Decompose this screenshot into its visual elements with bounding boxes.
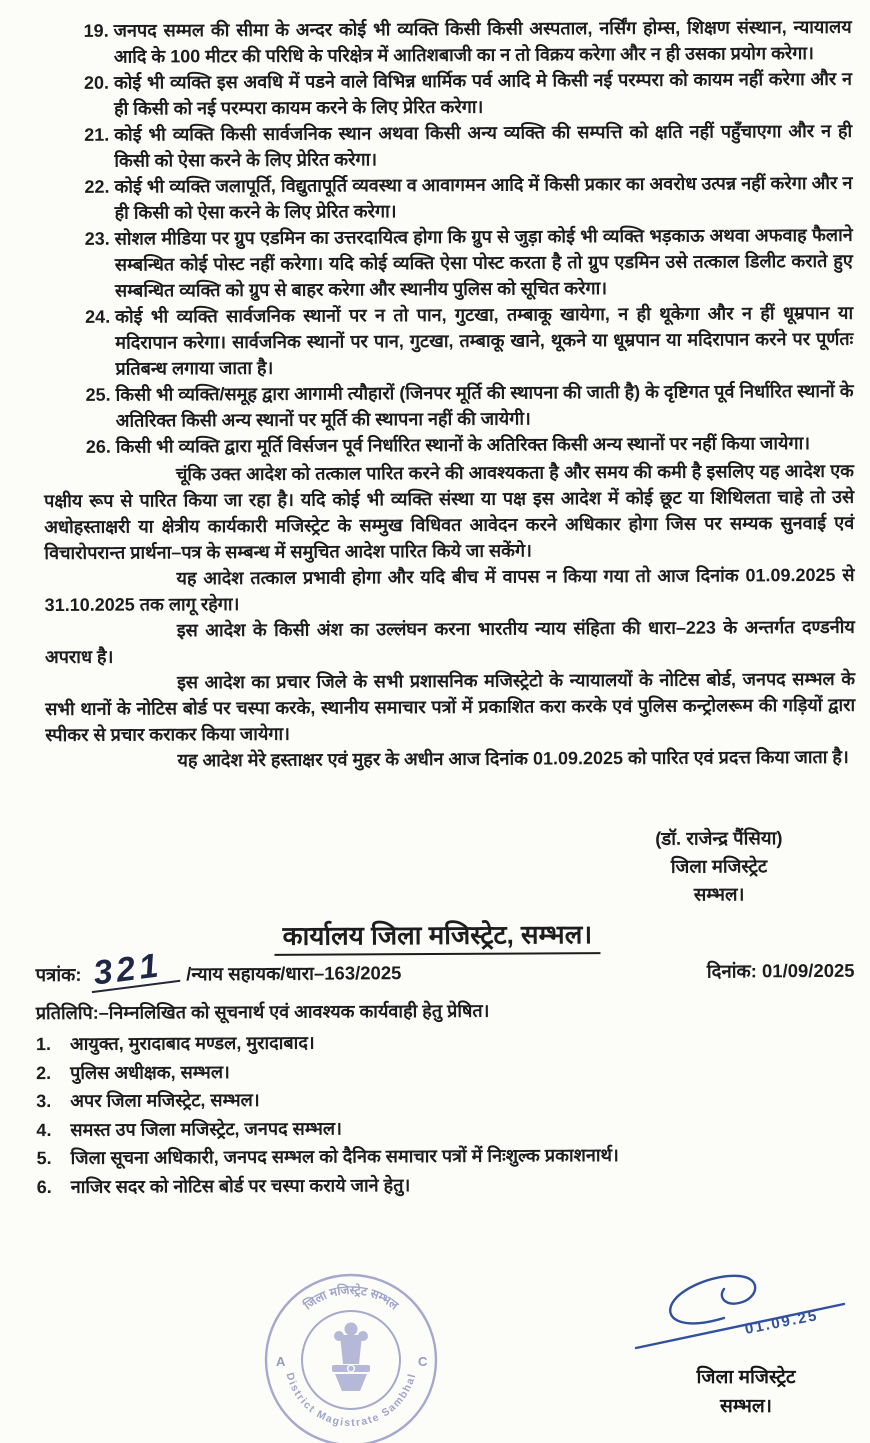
order-paragraph: इस आदेश का प्रचार जिले के सभी प्रशासनिक मजिस्ट्रेटो के न्यायालयों के नोटिस बोर्ड, जनपद सम्भल के सभी थानों के नोटिस बोर्ड पर चस्पा करके, स्थानीय समाचार पत्रों में प्रकाशित करा करके एवं पुलिस कन्ट्रोलरूम की गड़ियों द्वारा स्पीकर से प्रचार कराकर किया जायेगा। — [45, 668, 856, 746]
closing-paragraphs — [0, 456, 870, 775]
order-item-text: किसी भी व्यक्ति/समूह द्वारा आगामी त्यौहारों (जिनपर मूर्ति की स्थापना की जाती है) के दृष्टिगत पूर्व निर्धारित स्थानों के अतिरिक्त किसी अन्य स्थानों पर मूर्ति की स्थापना नहीं की जायेगी। — [115, 380, 854, 431]
order-item-number: 21. — [84, 124, 110, 145]
seal-ring-bottom-text: District Magistrate Sambhal — [283, 1371, 419, 1430]
ashoka-emblem-icon — [332, 1323, 370, 1392]
recipient-row — [36, 1026, 857, 1059]
recipient-text: जिला सूचना अधिकारी, जनपद सम्भल को दैनिक समाचार पत्रों में निःशुल्क प्रकाशनार्थ। — [70, 1145, 619, 1168]
order-item — [84, 14, 852, 70]
official-seal — [256, 1272, 448, 1443]
recipient-row — [36, 1054, 857, 1087]
recipient-number: 4. — [36, 1119, 52, 1140]
seal-letter-a: A — [276, 1354, 286, 1369]
signature-title: जिला मजिस्ट्रेट — [696, 1367, 796, 1388]
signatory-name: (डॉ. राजेन्द्र पैंसिया) — [655, 827, 783, 849]
recipient-row — [36, 1111, 857, 1144]
order-item-number: 26. — [85, 436, 111, 457]
date-label: दिनांक: 01/09/2025 — [706, 959, 855, 982]
order-item-text: सोशल मीडिया पर ग्रुप एडमिन का उत्तरदायित्व होगा कि ग्रुप से जुड़ा कोई भी व्यक्ति भड़काऊ अथवा अफवाह फैलाने सम्बन्धित कोई पोस्ट नहीं करेगा। यदि कोई व्यक्ति ऐसा पोस्ट करता है तो ग्रुप एडमिन उसे तत्काल डिलीट कराते हुए सम्बन्धित व्यक्ति को ग्रुप से बाहर करेगा और स्थानीय पुलिस को सूचित करेगा। — [114, 224, 853, 301]
order-item — [86, 430, 854, 460]
order-item-text: कोई भी व्यक्ति इस अवधि में पडने वाले विभिन्न धार्मिक पर्व आदि मे किसी नई परम्परा को कायम नहीं करेगा और न ही किसी को नई परम्परा कायम करने के लिए प्रेरित करेगा। — [113, 68, 852, 119]
seal-letter-c: C — [418, 1354, 428, 1369]
signature-date: 01.09.25 — [743, 1307, 820, 1338]
signatory-block — [614, 824, 824, 909]
svg-text:जिला मजिस्ट्रेट सम्भल — [300, 1283, 401, 1313]
signatory-title: जिला मजिस्ट्रेट — [670, 855, 768, 877]
signature-block — [626, 1264, 866, 1421]
recipient-number: 3. — [36, 1091, 52, 1112]
order-item-text: कोई भी व्यक्ति जलापूर्ति, विद्युतापूर्ति व्यवस्था व आवागमन आदि में किसी प्रकार का अवरोध उत्पन्न नहीं करेगा और न ही किसी को ऐसा करने के लिए प्रेरित करेगा। — [114, 172, 853, 223]
order-paragraph: यह आदेश तत्काल प्रभावी होगा और यदि बीच में वापस न किया गया तो आज दिनांक 01.09.2025 से 31.10.2025 तक लागू रहेगा। — [44, 564, 855, 616]
order-item-number: 23. — [84, 228, 110, 249]
order-paragraph: यह आदेश मेरे हस्ताक्षर एवं मुहर के अधीन आज दिनांक 01.09.2025 को पारित एवं प्रदत्त किया जाता है। — [177, 746, 849, 771]
recipient-row — [36, 1140, 857, 1173]
official-seal-icon — [256, 1272, 448, 1443]
order-item-number: 20. — [83, 72, 110, 93]
recipient-text: नाजिर सदर को नोटिस बोर्ड पर चस्पा कराये जाने हेतु। — [70, 1174, 411, 1197]
order-clauses-list — [0, 0, 870, 460]
signatory-place: सम्भल। — [693, 883, 745, 905]
order-item-number: 22. — [84, 176, 110, 197]
recipient-row — [36, 1083, 857, 1116]
recipient-number: 2. — [36, 1062, 52, 1083]
order-item — [84, 170, 852, 226]
order-item-number: 19. — [83, 20, 109, 41]
recipient-text: समस्त उप जिला मजिस्ट्रेट, जनपद सम्भल। — [70, 1117, 342, 1140]
order-item-number: 25. — [85, 384, 111, 405]
signature-place: सम्भल। — [720, 1396, 772, 1417]
ref-detail: /न्याय सहायक/धारा–163/2025 — [186, 962, 402, 985]
order-item-text: कोई भी व्यक्ति सार्वजनिक स्थानों पर न तो पान, गुटखा, तम्बाकू खायेगा, न ही थूकेगा और न हीं धूम्रपान या मदिरापान करेगा। सार्वजनिक स्थानों पर पान, गुटखा, तम्बाकू खाने, थूकने या धूम्रपान या मदिरापान करने पर पूर्णतः प्रतिबन्ध लगाया जाता है। — [115, 302, 854, 379]
recipient-number: 1. — [35, 1034, 52, 1055]
order-paragraph: इस आदेश के किसी अंश का उल्लंघन करना भारतीय न्याय संहिता की धारा–223 के अन्तर्गत दण्डनीय अपराध है। — [44, 616, 855, 668]
office-heading: कार्यालय जिला मजिस्ट्रेट, सम्भल। — [2, 920, 870, 951]
signature-flourish-icon — [626, 1264, 866, 1356]
order-item-number: 24. — [85, 306, 111, 327]
recipient-number: 5. — [36, 1148, 52, 1169]
recipient-text: आयुक्त, मुरादाबाद मण्डल, मुरादाबाद। — [69, 1032, 315, 1054]
order-paragraph: चूंकि उक्त आदेश को तत्काल पारित करने की आवश्यकता है और समय की कमी है इसलिए यह आदेश एक पक्षीय रूप से पारित किया जा रहा है। यदि कोई भी व्यक्ति संस्था या पक्ष इस आदेश में कोई छूट या शिथिलता चाहे तो उसे अधोहस्ताक्षरी या क्षेत्रीय कार्यकारी मजिस्ट्रेट के सम्मुख विधिवत आवेदन करने अधिकार होगा जिस पर सम्यक सुनवाई एवं विचारोपरान्त प्रार्थना–पत्र के सम्बन्ध में समुचित आदेश पारित किये जा सकेंगे। — [44, 460, 855, 564]
order-item-text: किसी भी व्यक्ति द्वारा मूर्ति विर्सजन पूर्व निर्धारित स्थानों के अतिरिक्त किसी अन्य स्थानों पर नहीं किया जायेगा। — [115, 433, 811, 457]
recipient-text: पुलिस अधीक्षक, सम्भल। — [70, 1061, 230, 1083]
order-item — [84, 118, 852, 174]
order-item — [85, 300, 853, 382]
recipient-number: 6. — [36, 1176, 52, 1197]
copy-intro: प्रतिलिपि:–निम्नलिखित को सूचनार्थ एवं आवश्यक कार्यवाही हेतु प्रेषित। — [35, 1000, 490, 1024]
ref-label: पत्रांक: — [35, 963, 82, 986]
order-item-text: कोई भी व्यक्ति किसी सार्वजनिक स्थान अथवा किसी अन्य व्यक्ति की सम्पत्ति को क्षति नहीं पहुँचाएगा और न ही किसी को ऐसा करने के लिए प्रेरित करेगा। — [114, 120, 853, 171]
copy-recipient-list — [3, 1022, 870, 1202]
order-item — [85, 222, 853, 304]
recipient-text: अपर जिला मजिस्ट्रेट, सम्भल। — [70, 1089, 260, 1111]
ref-number-handwritten: 321 — [88, 948, 180, 993]
order-item-text: जनपद सम्मल की सीमा के अन्दर कोई भी व्यक्ति किसी किसी अस्पताल, नर्सिंग होम्स, शिक्षण संस्थान, न्यायालय आदि के 100 मीटर की परिधि के परिक्षेत्र में आतिशबाजी का न तो विक्रय करेगा और न ही उसका प्रयोग करेगा। — [113, 16, 852, 67]
order-item — [85, 378, 853, 434]
seal-ring-top-text: जिला मजिस्ट्रेट सम्भल — [301, 1282, 402, 1313]
order-item — [84, 66, 852, 122]
recipient-row — [37, 1168, 858, 1201]
